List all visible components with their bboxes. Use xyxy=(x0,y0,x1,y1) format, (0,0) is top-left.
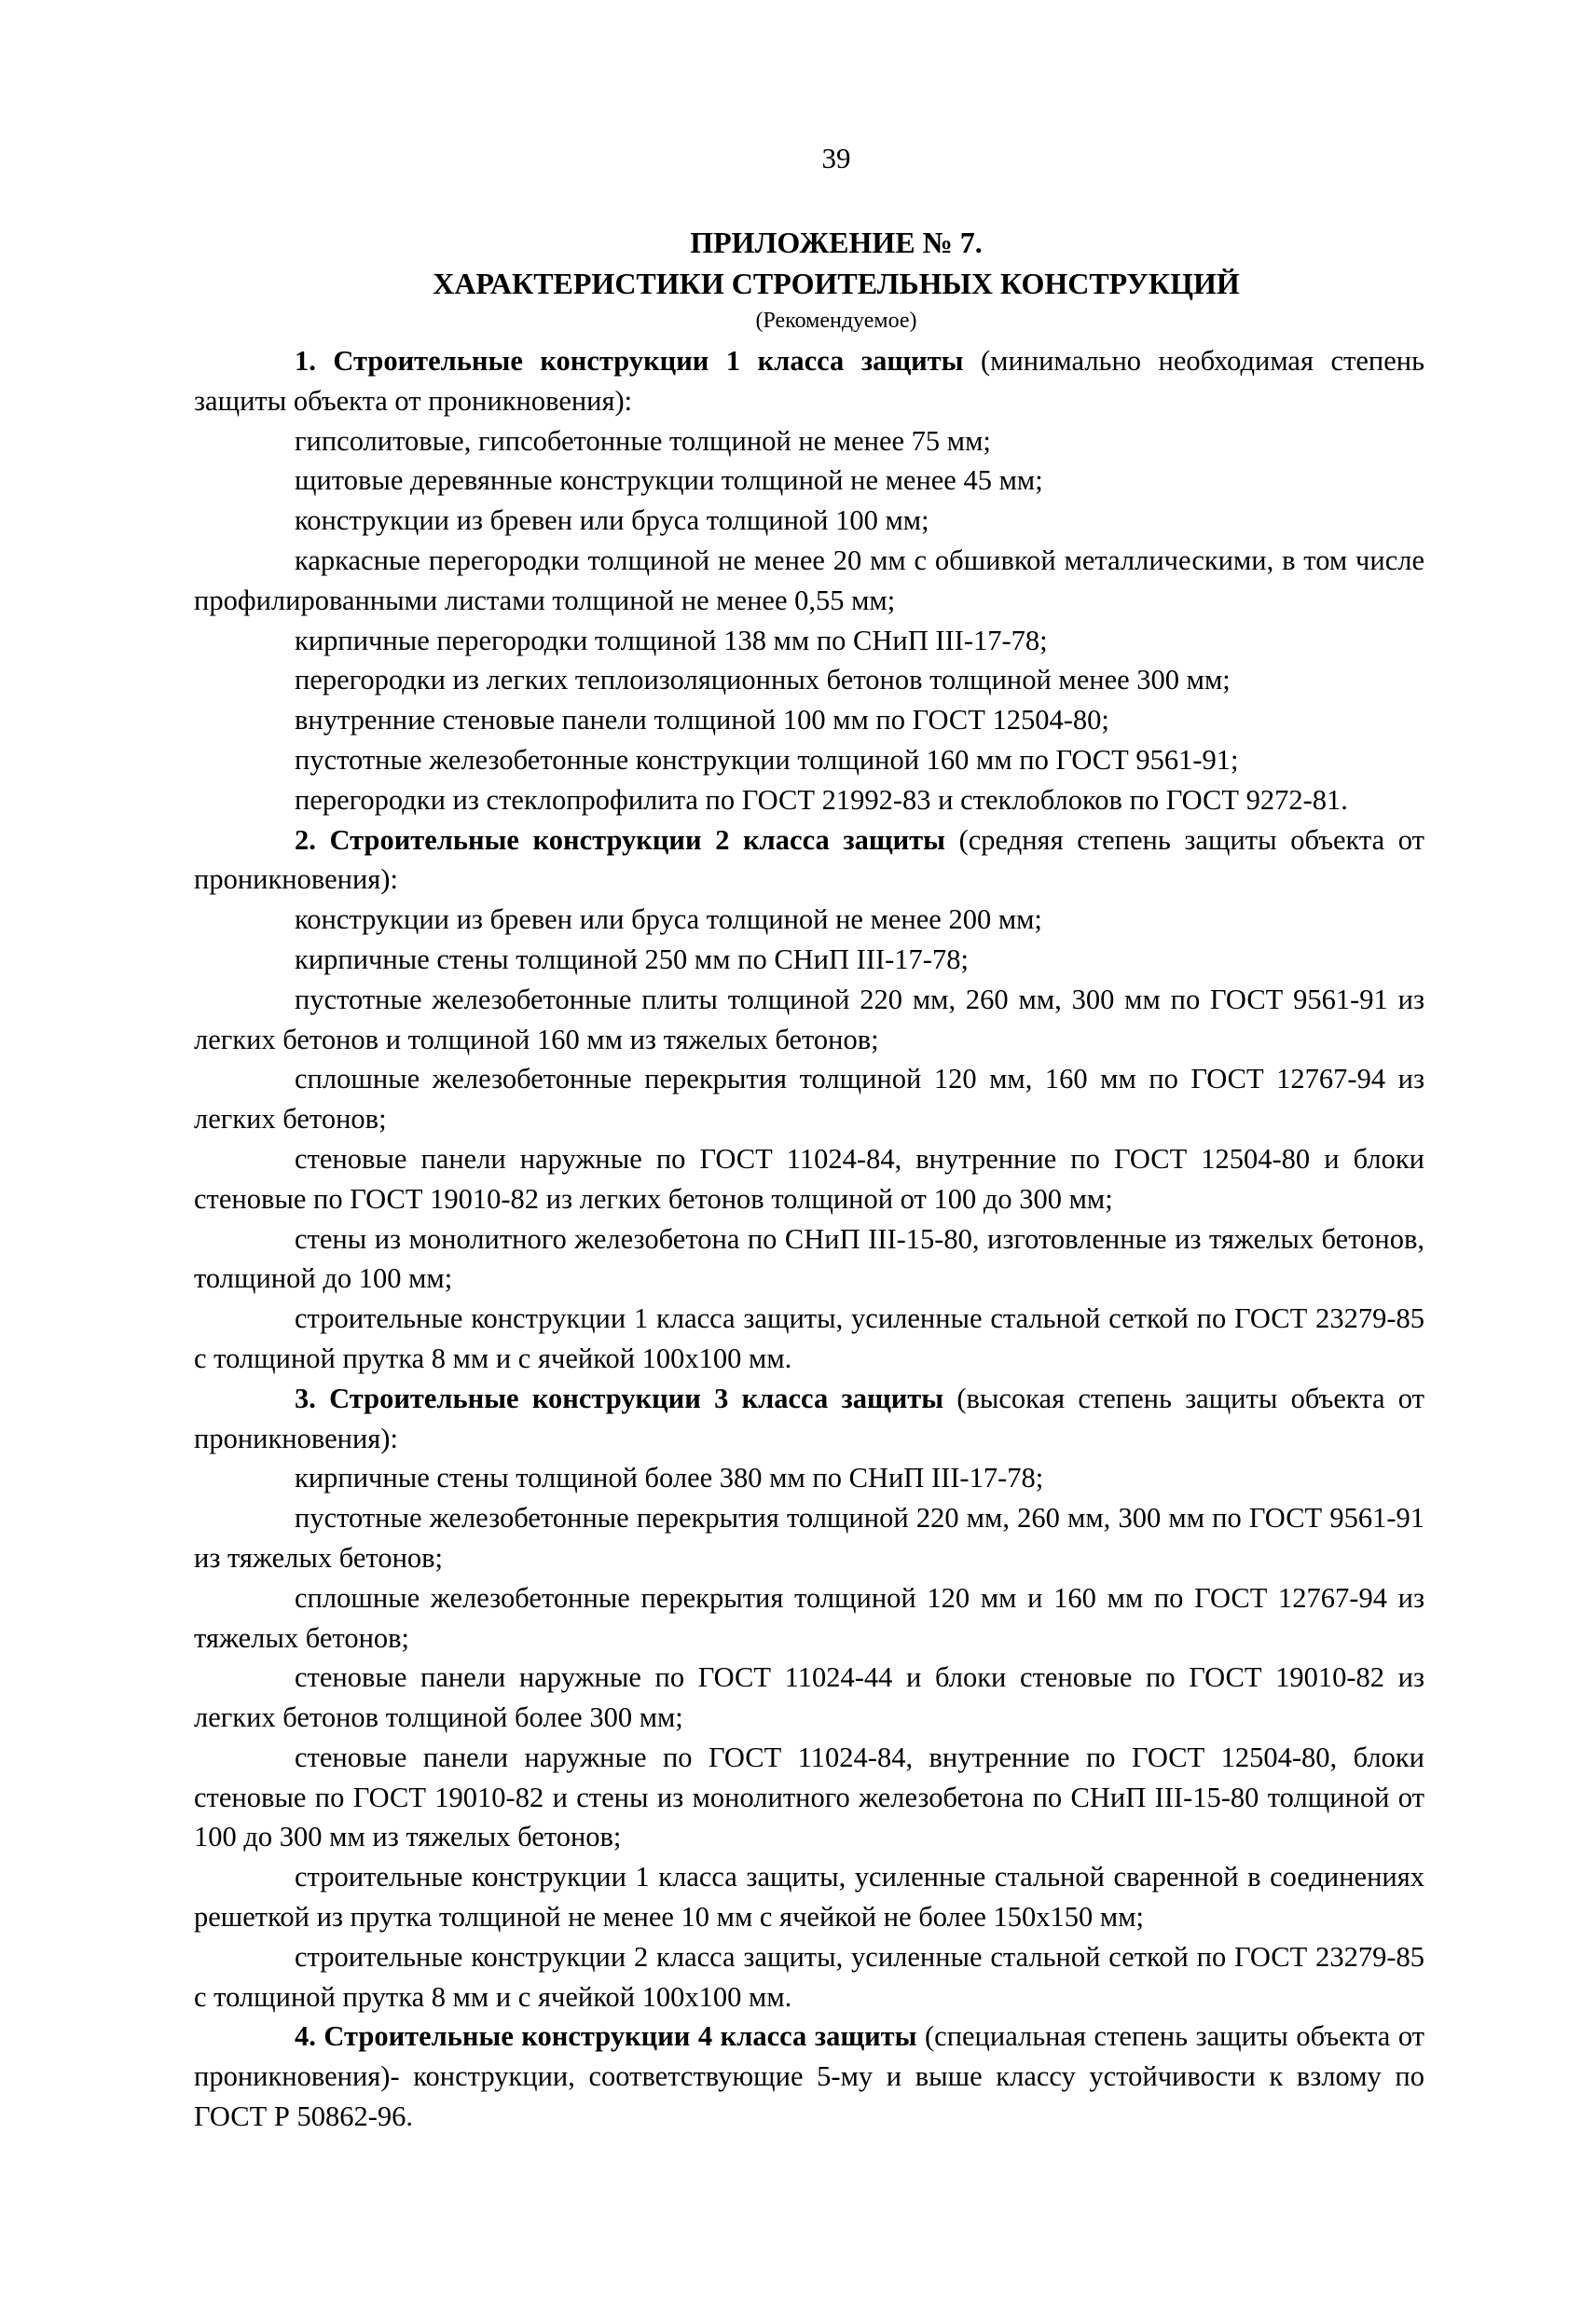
section-4-heading: 4. Строительные конструкции 4 класса защиты xyxy=(295,2020,917,2053)
document-title: ХАРАКТЕРИСТИКИ СТРОИТЕЛЬНЫХ КОНСТРУКЦИЙ xyxy=(433,267,1240,300)
list-item: сплошные железобетонные перекрытия толщиной 120 мм, 160 мм по ГОСТ 12767-94 из легких бетонов; xyxy=(194,1063,1424,1136)
list-item: стеновые панели наружные по ГОСТ 11024-84, внутренние по ГОСТ 12504-80, блоки стеновые по ГОСТ 19010-82 и стены из монолитного железобетона по СНиП III-15-80 толщиной от 100 до 300 мм из тяжелых бетонов; xyxy=(194,1741,1424,1853)
list-item: конструкции из бревен или бруса толщиной не менее 200 мм; xyxy=(295,903,1042,936)
list-item: перегородки из легких теплоизоляционных бетонов толщиной менее 300 мм; xyxy=(295,664,1231,696)
list-item: перегородки из стеклопрофилита по ГОСТ 21992-83 и стеклоблоков по ГОСТ 9272-81. xyxy=(295,783,1348,816)
list-item: кирпичные стены толщиной более 380 мм по СНиП III-17-78; xyxy=(295,1462,1044,1494)
section-3-heading: 3. Строительные конструкции 3 класса защиты xyxy=(295,1382,944,1414)
document-subtitle: (Рекомендуемое) xyxy=(755,309,917,333)
list-item: пустотные железобетонные перекрытия толщиной 220 мм, 260 мм, 300 мм по ГОСТ 9561-91 из тяжелых бетонов; xyxy=(194,1502,1424,1574)
list-item: строительные конструкции 2 класса защиты, усиленные стальной сеткой по ГОСТ 23279-85 с толщиной прутка 8 мм и с ячейкой 100х100 мм. xyxy=(194,1940,1424,2013)
list-item: кирпичные стены толщиной 250 мм по СНиП III-17-78; xyxy=(295,943,969,975)
list-item: пустотные железобетонные плиты толщиной 220 мм, 260 мм, 300 мм по ГОСТ 9561-91 из легких бетонов и толщиной 160 мм из тяжелых бетонов; xyxy=(194,983,1424,1055)
section-3-intro xyxy=(194,1379,1424,1459)
list-item: стены из монолитного железобетона по СНиП III-15-80, изготовленные из тяжелых бетонов, толщиной до 100 мм; xyxy=(194,1222,1424,1295)
document-body xyxy=(194,341,1424,2137)
list-item: гипсолитовые, гипсобетонные толщиной не менее 75 мм; xyxy=(295,424,991,457)
list-item: строительные конструкции 1 класса защиты, усиленные стальной сеткой по ГОСТ 23279-85 с толщиной прутка 8 мм и с ячейкой 100х100 мм. xyxy=(194,1302,1424,1374)
section-4-intro xyxy=(194,2017,1424,2136)
section-2-intro xyxy=(194,820,1424,901)
appendix-label: ПРИЛОЖЕНИЕ № 7. xyxy=(690,226,983,259)
document-page xyxy=(194,140,1424,2137)
section-4-description: (специальная степень защиты объекта от проникновения)- конструкции, соответствующие 5-му и выше классу устойчивости к взлому по ГОСТ Р 50862-96. xyxy=(194,2020,1424,2133)
page-number: 39 xyxy=(821,142,851,174)
section-1-description: (минимально необходимая степень защиты объекта от проникновения): xyxy=(194,345,1424,417)
section-3-description: (высокая степень защиты объекта от проникновения): xyxy=(194,1382,1424,1454)
list-item: конструкции из бревен или бруса толщиной 100 мм; xyxy=(295,504,929,537)
list-item: пустотные железобетонные конструкции толщиной 160 мм по ГОСТ 9561-91; xyxy=(295,743,1239,776)
section-1-intro xyxy=(194,341,1424,421)
list-item: внутренние стеновые панели толщиной 100 мм по ГОСТ 12504-80; xyxy=(295,704,1109,737)
list-item: кирпичные перегородки толщиной 138 мм по СНиП III-17-78; xyxy=(295,624,1048,656)
list-item: сплошные железобетонные перекрытия толщиной 120 мм и 160 мм по ГОСТ 12767-94 из тяжелых бетонов; xyxy=(194,1581,1424,1654)
list-item: щитовые деревянные конструкции толщиной не менее 45 мм; xyxy=(295,464,1043,497)
section-2-heading: 2. Строительные конструкции 2 класса защиты xyxy=(295,823,945,856)
list-item: каркасные перегородки толщиной не менее 20 мм с обшивкой металлическими, в том числе профилированными листами толщиной не менее 0,55 мм; xyxy=(194,544,1424,616)
list-item: стеновые панели наружные по ГОСТ 11024-44 и блоки стеновые по ГОСТ 19010-82 из легких бетонов толщиной более 300 мм; xyxy=(194,1661,1424,1734)
list-item: стеновые панели наружные по ГОСТ 11024-84, внутренние по ГОСТ 12504-80 и блоки стеновые по ГОСТ 19010-82 из легких бетонов толщиной от 100 до 300 мм; xyxy=(194,1142,1424,1215)
section-2-description: (средняя степень защиты объекта от проникновения): xyxy=(194,823,1424,896)
list-item: строительные конструкции 1 класса защиты, усиленные стальной сваренной в соединениях решеткой из прутка толщиной не менее 10 мм с ячейкой не более 150х150 мм; xyxy=(194,1861,1424,1934)
section-1-heading: 1. Строительные конструкции 1 класса защиты xyxy=(295,345,964,377)
